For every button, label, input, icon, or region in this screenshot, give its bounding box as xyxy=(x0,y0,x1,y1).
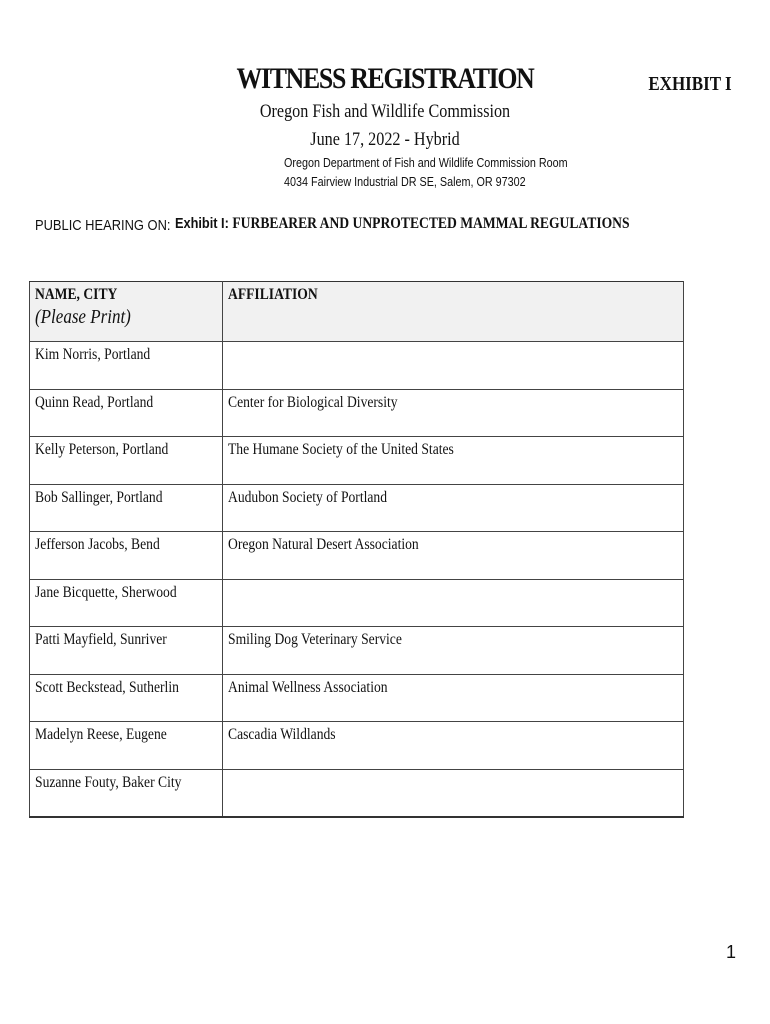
table-row xyxy=(30,722,684,770)
affiliation-cell xyxy=(223,627,684,675)
table-row xyxy=(30,674,684,722)
affiliation-cell xyxy=(223,389,684,437)
meeting-room: Oregon Department of Fish and Wildlife Commission Room xyxy=(284,155,568,170)
witness-name: Jane Bicquette, Sherwood xyxy=(35,583,177,601)
name-cell xyxy=(30,389,223,437)
public-hearing-subject xyxy=(175,215,630,233)
affiliation-cell xyxy=(223,437,684,485)
witness-name: Scott Beckstead, Sutherlin xyxy=(35,678,179,696)
name-cell xyxy=(30,342,223,390)
exhibit-label: EXHIBIT I xyxy=(648,73,732,95)
affiliation-cell xyxy=(223,579,684,627)
witness-affiliation: Center for Biological Diversity xyxy=(228,393,398,411)
name-cell xyxy=(30,722,223,770)
witness-name: Jefferson Jacobs, Bend xyxy=(35,536,160,553)
name-cell xyxy=(30,484,223,532)
name-cell xyxy=(30,532,223,580)
witness-affiliation: Audubon Society of Portland xyxy=(228,488,388,506)
affiliation-header-label: AFFILIATION xyxy=(228,286,318,303)
affiliation-cell xyxy=(223,674,684,722)
witness-affiliation: The Humane Society of the United States xyxy=(228,441,454,458)
table-row xyxy=(30,627,684,675)
name-cell xyxy=(30,437,223,485)
witness-table xyxy=(29,281,684,818)
table-row xyxy=(30,769,684,817)
table-row xyxy=(30,579,684,627)
table-row xyxy=(30,484,684,532)
affiliation-cell xyxy=(223,484,684,532)
witness-affiliation: Cascadia Wildlands xyxy=(228,726,336,743)
name-city-header xyxy=(30,282,223,342)
witness-name: Bob Sallinger, Portland xyxy=(35,488,163,506)
table-row xyxy=(30,532,684,580)
witness-name: Kelly Peterson, Portland xyxy=(35,441,169,458)
witness-affiliation: Animal Wellness Association xyxy=(228,678,388,696)
meeting-date: June 17, 2022 - Hybrid xyxy=(310,129,460,150)
hearing-exhibit-prefix: Exhibit I: xyxy=(175,215,233,232)
name-cell xyxy=(30,674,223,722)
table-row xyxy=(30,437,684,485)
table-row xyxy=(30,389,684,437)
page-number: 1 xyxy=(726,942,737,962)
public-hearing-label: PUBLIC HEARING ON: xyxy=(35,217,171,234)
witness-affiliation: Smiling Dog Veterinary Service xyxy=(228,631,402,648)
witness-affiliation: Oregon Natural Desert Association xyxy=(228,536,419,553)
name-cell xyxy=(30,769,223,817)
witness-name: Patti Mayfield, Sunriver xyxy=(35,631,167,648)
name-city-header-label: NAME, CITY xyxy=(35,286,118,303)
witness-name: Suzanne Fouty, Baker City xyxy=(35,773,182,791)
affiliation-header xyxy=(223,282,684,342)
name-cell xyxy=(30,579,223,627)
witness-name: Quinn Read, Portland xyxy=(35,393,154,411)
affiliation-cell xyxy=(223,532,684,580)
witness-name: Kim Norris, Portland xyxy=(35,346,151,363)
witness-name: Madelyn Reese, Eugene xyxy=(35,726,167,743)
please-print-note: (Please Print) xyxy=(35,306,131,328)
affiliation-cell xyxy=(223,722,684,770)
commission-name: Oregon Fish and Wildlife Commission xyxy=(259,101,511,122)
table-row xyxy=(30,342,684,390)
affiliation-cell xyxy=(223,342,684,390)
affiliation-cell xyxy=(223,769,684,817)
name-cell xyxy=(30,627,223,675)
meeting-address: 4034 Fairview Industrial DR SE, Salem, OR 97302 xyxy=(284,174,526,189)
page-title: WITNESS REGISTRATION xyxy=(236,62,534,95)
hearing-subject-text: FURBEARER AND UNPROTECTED MAMMAL REGULATIONS xyxy=(232,215,630,232)
table-header-row xyxy=(30,282,684,342)
